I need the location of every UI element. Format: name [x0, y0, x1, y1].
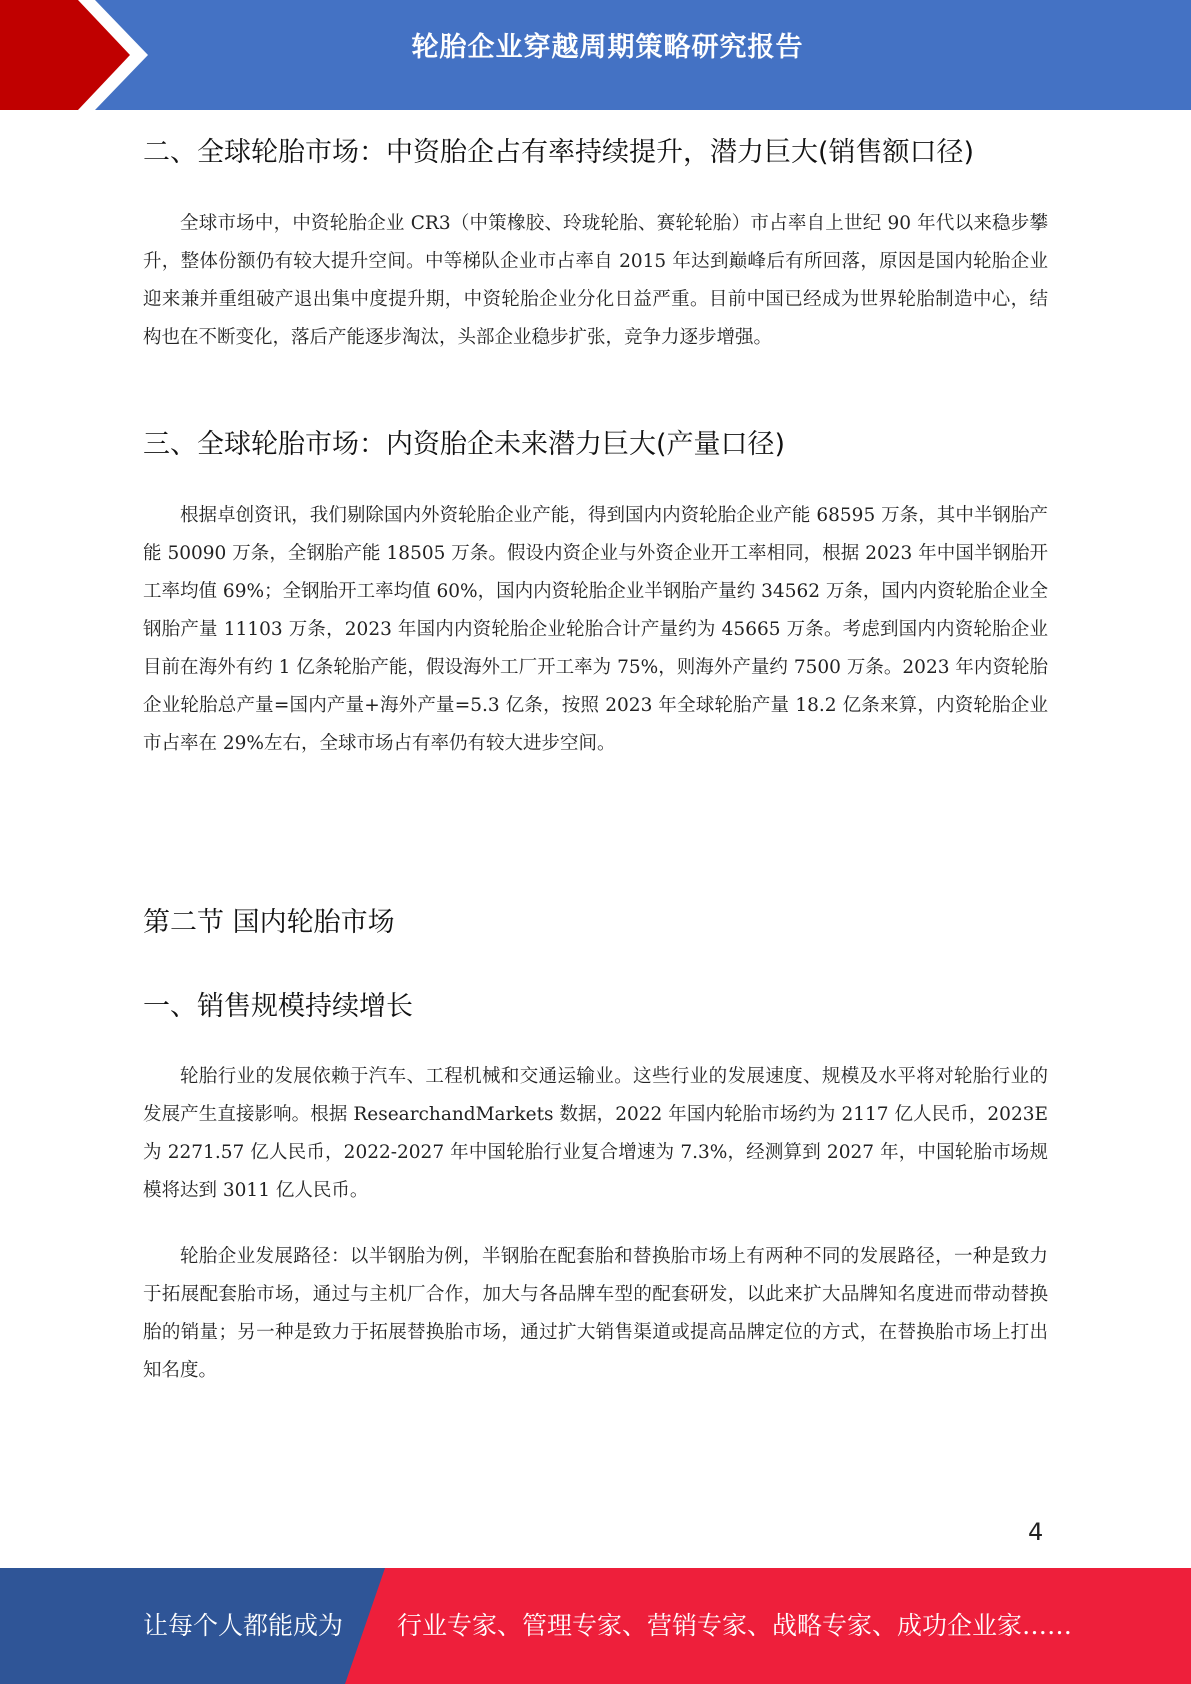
paragraph-sales-growth: 轮胎行业的发展依赖于汽车、工程机械和交通运输业。这些行业的发展速度、规模及水平将对轮胎行业的发展产生直接影响。根据 ResearchandMarkets 数据，2022 年国内轮胎市场约为 2117 亿人民币，2023E 为 2271.57 亿人民币，2022-2027 年中国轮胎行业复合增速为 7.3%，经测算到 2027 年，中国轮胎市场规模将达到 3011 亿人民币。: [143, 1066, 1048, 1201]
page-number: 4: [1028, 1518, 1044, 1546]
section-heading-global-potential: 三、全球轮胎市场：内资胎企未来潜力巨大(产量口径): [143, 429, 786, 460]
paragraph-global-potential: 根据卓创资讯，我们剔除国内外资轮胎企业产能，得到国内内资轮胎企业产能 68595 万条，其中半钢胎产能 50090 万条，全钢胎产能 18505 万条。假设内资企业与外资企业开工率相同，根据 2023 年中国半钢胎开工率均值 69%；全钢胎开工率均值 60%，国内内资轮胎企业半钢胎产量约 34562 万条，国内内资轮胎企业全钢胎产量 11103 万条，2023 年国内内资轮胎企业轮胎合计产量约为 45665 万条。考虑到国内内资轮胎企业目前在海外有约 1 亿条轮胎产能，假设海外工厂开工率为 75%，则海外产量约 7500 万条。2023 年内资轮胎企业轮胎总产量=国内产量+海外产量=5.3 亿条，按照 2023 年全球轮胎产量 18.2 亿条来算，内资轮胎企业市占率在 29%左右，全球市场占有率仍有较大进步空间。: [143, 505, 1048, 754]
header-bar: [0, 0, 1191, 110]
paragraph-global-share: 全球市场中，中资轮胎企业 CR3（中策橡胶、玲珑轮胎、赛轮轮胎）市占率自上世纪 90 年代以来稳步攀升，整体份额仍有较大提升空间。中等梯队企业市占率自 2015 年达到巅峰后有所回落，原因是国内轮胎企业迎来兼并重组破产退出集中度提升期，中资轮胎企业分化日益严重。目前中国已经成为世界轮胎制造中心，结构也在不断变化，落后产能逐步淘汰，头部企业稳步扩张，竞争力逐步增强。: [143, 213, 1048, 348]
paragraph-development-path: 轮胎企业发展路径：以半钢胎为例，半钢胎在配套胎和替换胎市场上有两种不同的发展路径，一种是致力于拓展配套胎市场，通过与主机厂合作，加大与各品牌车型的配套研发，以此来扩大品牌知名度进而带动替换胎的销量；另一种是致力于拓展替换胎市场，通过扩大销售渠道或提高品牌定位的方式，在替换胎市场上打出知名度。: [143, 1246, 1048, 1381]
chapter-heading-domestic-market: 第二节 国内轮胎市场: [143, 907, 395, 938]
footer-banner: [0, 1568, 1191, 1684]
report-title: 轮胎企业穿越周期策略研究报告: [411, 32, 804, 63]
footer-slogan-left: 让每个人都能成为: [143, 1611, 344, 1640]
section-heading-global-share: 二、全球轮胎市场：中资胎企占有率持续提升，潜力巨大(销售额口径): [143, 137, 975, 168]
footer-slogan-right: 行业专家、管理专家、营销专家、战略专家、成功企业家……: [397, 1611, 1073, 1640]
section-heading-sales-growth: 一、销售规模持续增长: [143, 991, 413, 1022]
